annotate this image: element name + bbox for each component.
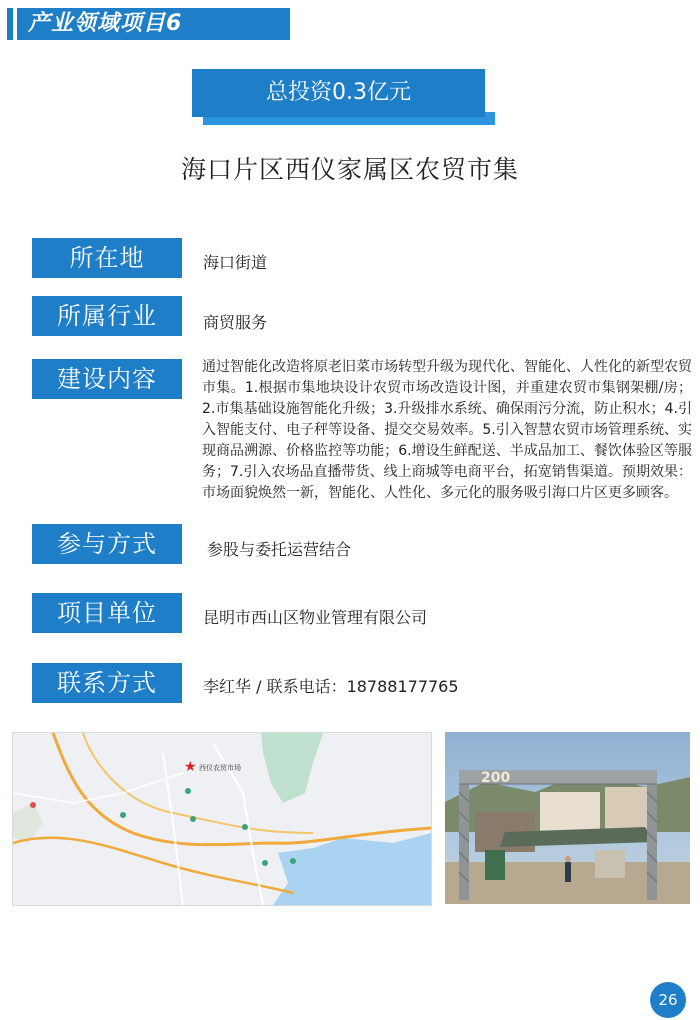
contact-label: 联系方式 xyxy=(32,663,182,703)
location-map xyxy=(12,732,432,906)
investment-total: 总投资0.3亿元 xyxy=(192,69,485,117)
page-number: 26 xyxy=(650,982,686,1018)
photo-graphic xyxy=(445,732,690,904)
market-photo xyxy=(445,732,690,904)
svg-text:★: ★ xyxy=(184,759,197,775)
section-title: 产业领域项目6 xyxy=(28,11,183,36)
location-value: 海口街道 xyxy=(203,253,268,272)
industry-value: 商贸服务 xyxy=(203,313,268,332)
contact-value: 李红华 / 联系电话：18788177765 xyxy=(203,677,459,696)
gate-sign-text: 200 xyxy=(481,770,511,786)
unit-value: 昆明市西山区物业管理有限公司 xyxy=(203,608,428,627)
participation-label: 参与方式 xyxy=(32,524,182,564)
participation-value: 参股与委托运营结合 xyxy=(207,540,352,559)
content-label: 建设内容 xyxy=(32,359,182,399)
header-accent-bar xyxy=(7,8,13,40)
content-description: 通过智能化改造将原老旧菜市场转型升级为现代化、智能化、人性化的新型农贸市集。1.根据市集地块设计农贸市场改造设计图，并重建农贸市集钢架棚/房；2.市集基础设施智能化升级；3.升级排水系统、确保雨污分流，防止积水；4.引入智能支付、电子秤等设备、提交交易效率。5.引入智慧农贸市场管理系统、实现商品溯源、价格监控等功能；6.增设生鲜配送、半成品加工、餐饮体验区等服务；7.引入农场品直播带货、线上商城等电商平台，拓宽销售渠道。预期效果：市场面貌焕然一新，智能化、人性化、多元化的服务吸引海口片区更多顾客。 xyxy=(202,359,692,501)
location-label: 所在地 xyxy=(32,238,182,278)
unit-label: 项目单位 xyxy=(32,593,182,633)
project-title: 海口片区西仪家属区农贸市集 xyxy=(180,155,519,184)
industry-label: 所属行业 xyxy=(32,296,182,336)
map-marker-label: 西仪农贸市场 xyxy=(199,764,241,772)
map-graphic xyxy=(13,733,431,905)
